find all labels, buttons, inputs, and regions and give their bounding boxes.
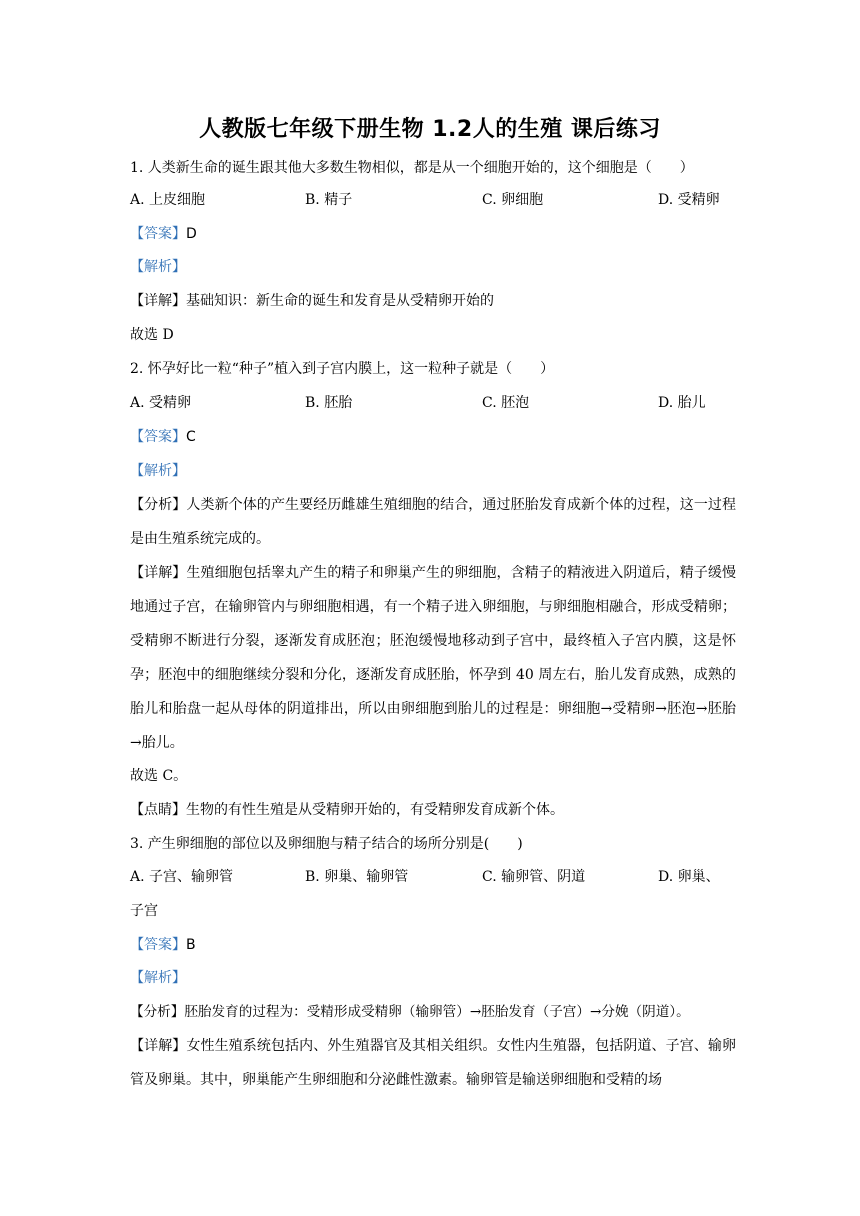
q3-option-c: C. 输卵管、阴道 [482,869,586,885]
answer-tag: 【答案】 [130,226,186,242]
detail-tag: 【详解】 [130,1038,187,1054]
q3-answer [130,935,196,955]
analysis-tag: 【分析】 [130,497,187,513]
q2-analysis-heading: 【解析】 [130,463,186,479]
answer-tag: 【答案】 [130,937,186,953]
question-2-stem: 2. 怀孕好比一粒“种子”植入到子宫内膜上，这一粒种子就是（ ） [130,361,555,377]
q3-option-b: B. 卵巢、输卵管 [305,869,409,885]
q3-option-d: D. 卵巢、 [658,869,720,885]
q1-option-b: B. 精子 [305,192,353,208]
comment-tag: 【点睛】 [130,802,186,818]
detail-tag: 【详解】 [130,565,187,581]
q3-analysis-heading: 【解析】 [130,970,186,986]
detail-text: 女性生殖系统包括内、外生殖器官及其相关组织。女性内生殖器，包括阴道、子宫、输卵管及卵巢。其中，卵巢能产生卵细胞和分泌雌性激素。输卵管是输送卵细胞和受精的场 [130,1038,737,1088]
analysis-text: 胚胎发育的过程为：受精形成受精卵（输卵管）→胚胎发育（子宫）→分娩（阴道）。 [184,1004,690,1020]
q3-analysis [130,1002,690,1022]
comment-text: 生物的有性生殖是从受精卵开始的，有受精卵发育成新个体。 [186,802,564,818]
q3-detail [130,1029,736,1097]
q3-option-a: A. 子宫、输卵管 [130,869,234,885]
answer-tag: 【答案】 [130,429,186,445]
detail-text: 生殖细胞包括睾丸产生的精子和卵巢产生的卵细胞，含精子的精液进入阴道后，精子缓慢地通过子宫，在输卵管内与卵细胞相遇，有一个精子进入卵细胞，与卵细胞相融合，形成受精卵；受精卵不断进行分裂，逐渐发育成胚泡；胚泡缓慢地移动到子宫中，最终植入子宫内膜，这是怀孕；胚泡中的细胞继续分裂和分化，逐渐发育成胚胎，怀孕到 40 周左右，胎儿发育成熟，成熟的胎儿和胎盘一起从母体的阴道排出，所以由卵细胞到胎儿的过程是：卵细胞→受精卵→胚泡→胚胎→胎儿。 [130,565,737,751]
q2-option-c: C. 胚泡 [482,395,530,411]
answer-value: C [186,429,196,445]
q2-comment [130,800,564,820]
q2-option-a: A. 受精卵 [130,395,192,411]
q1-detail [130,291,494,311]
detail-tag: 【详解】 [130,293,186,309]
q3-option-d-wrap: 子宫 [130,903,158,919]
q2-analysis [130,488,736,556]
q2-detail [130,556,736,760]
q1-conclusion: 故选 D [130,327,174,343]
analysis-tag: 【分析】 [130,1004,185,1020]
q2-answer [130,427,196,447]
page-title: 人教版七年级下册生物 1.2人的生殖 课后练习 [199,117,661,142]
detail-text: 基础知识：新生命的诞生和发育是从受精卵开始的 [186,293,494,309]
analysis-text: 人类新个体的产生要经历雌雄生殖细胞的结合，通过胚胎发育成新个体的过程，这一过程是由生殖系统完成的。 [130,497,737,547]
q2-conclusion: 故选 C。 [130,768,188,784]
answer-value: B [186,937,196,953]
question-1-stem: 1. 人类新生命的诞生跟其他大多数生物相似，都是从一个细胞开始的，这个细胞是（ ） [130,160,694,176]
q1-option-a: A. 上皮细胞 [130,192,206,208]
q1-analysis-heading: 【解析】 [130,259,186,275]
question-3-stem: 3. 产生卵细胞的部位以及卵细胞与精子结合的场所分别是( ) [130,836,523,852]
q1-answer [130,224,197,244]
answer-value: D [186,226,197,242]
q2-option-b: B. 胚胎 [305,395,353,411]
q1-option-d: D. 受精卵 [658,192,720,208]
q2-option-d: D. 胎儿 [658,395,706,411]
q1-option-c: C. 卵细胞 [482,192,544,208]
